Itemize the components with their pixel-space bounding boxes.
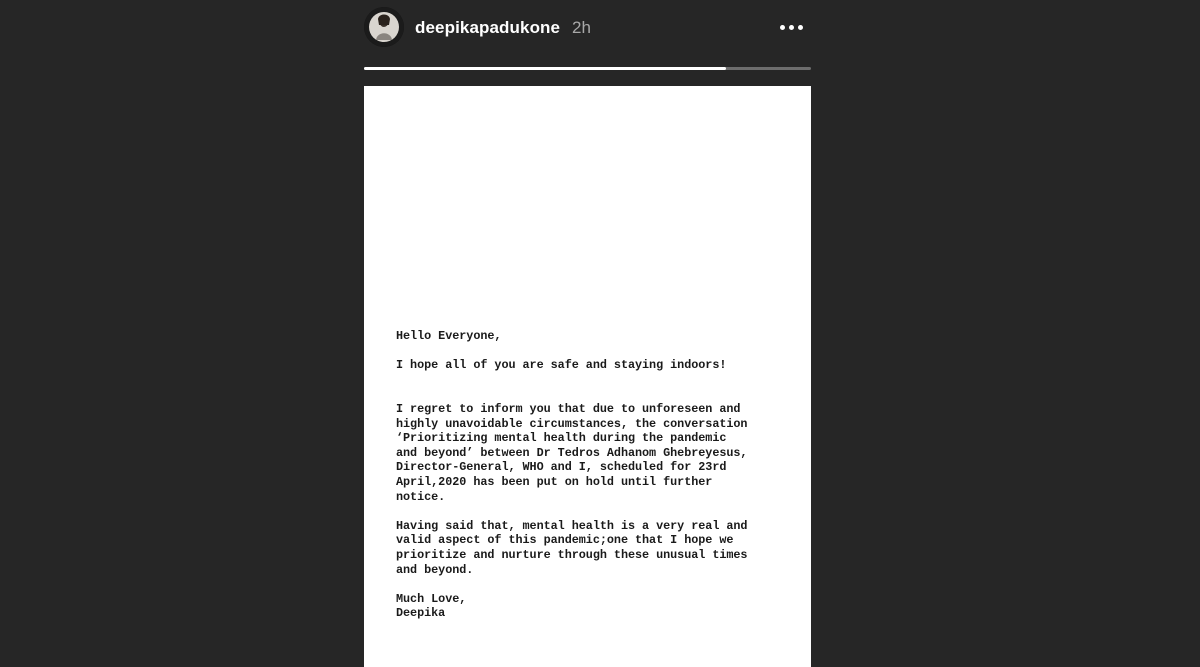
story-header bbox=[364, 6, 811, 50]
profile-avatar-icon[interactable] bbox=[364, 7, 404, 47]
letter-signoff: Much Love, bbox=[396, 591, 467, 606]
letter-greeting: Hello Everyone, bbox=[396, 329, 502, 343]
username-link[interactable]: deepikapadukone bbox=[415, 18, 561, 37]
letter-closing-line: prioritize and nurture through these unusual times bbox=[396, 547, 748, 562]
letter-body-line: and beyond’ between Dr Tedros Adhanom Ghebreyesus, bbox=[396, 445, 748, 460]
letter-body-line: highly unavoidable circumstances, the conversation bbox=[396, 416, 748, 431]
post-timestamp: 2h bbox=[572, 18, 591, 37]
more-horizontal-icon-dot bbox=[789, 25, 794, 30]
letter-body-line: notice. bbox=[396, 489, 446, 504]
story-progress-fill bbox=[364, 67, 726, 70]
story-progress-bar bbox=[364, 67, 811, 70]
more-horizontal-icon-dot bbox=[798, 25, 803, 30]
letter-body-line: I regret to inform you that due to unforeseen and bbox=[396, 401, 741, 416]
letter-closing-line: and beyond. bbox=[396, 562, 474, 577]
letter-body-line: Director-General, WHO and I, scheduled for 23rd bbox=[396, 460, 727, 475]
story-image[interactable] bbox=[364, 86, 811, 667]
letter-closing-line: valid aspect of this pandemic;one that I hope we bbox=[396, 533, 734, 548]
more-options-button[interactable] bbox=[771, 14, 811, 40]
letter-text bbox=[396, 329, 796, 621]
letter-body-line: April,2020 has been put on hold until further bbox=[396, 474, 713, 489]
letter-closing-line: Having said that, mental health is a very real and bbox=[396, 518, 748, 533]
letter-signature: Deepika bbox=[396, 606, 446, 621]
letter-body-line: ‘Prioritizing mental health during the pandemic bbox=[396, 431, 727, 446]
letter-wish: I hope all of you are safe and staying indoors! bbox=[396, 358, 727, 373]
more-horizontal-icon bbox=[780, 25, 785, 30]
